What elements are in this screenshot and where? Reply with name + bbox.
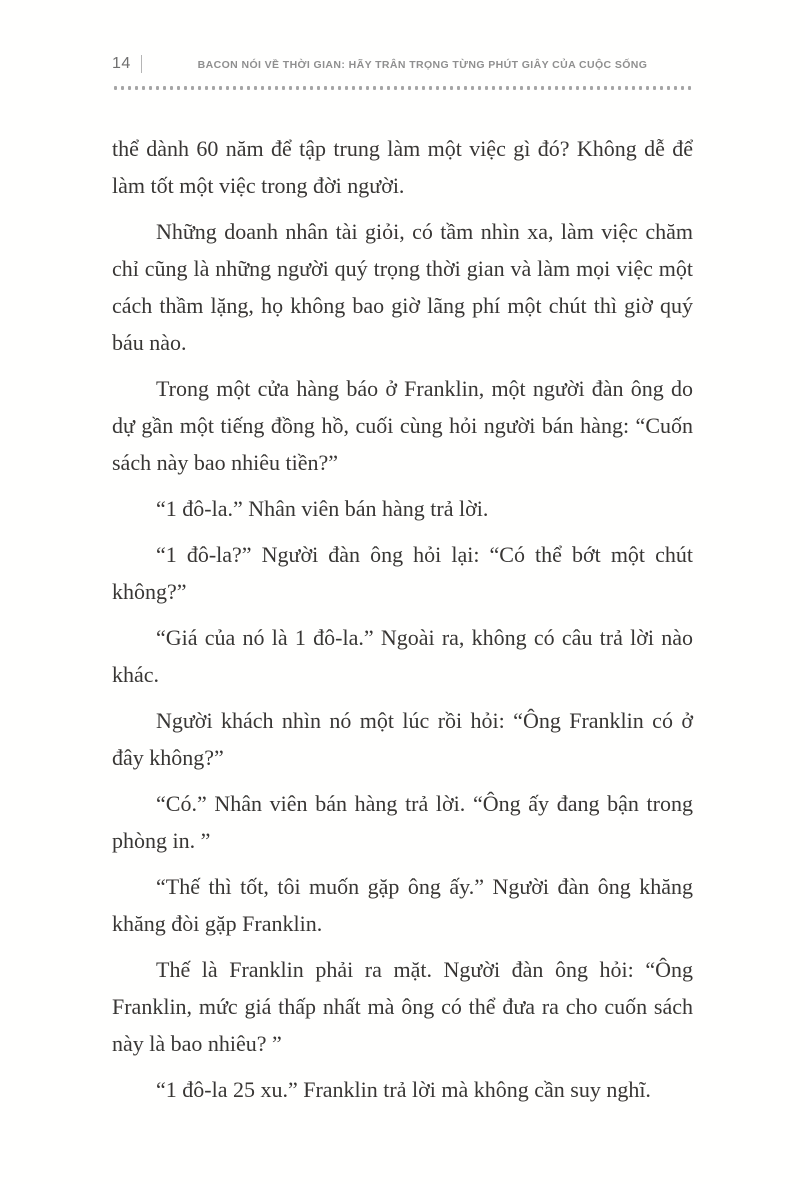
- body-text: [112, 130, 693, 1108]
- running-header: [112, 52, 693, 78]
- paragraph: “Có.” Nhân viên bán hàng trả lời. “Ông ấy đang bận trong phòng in. ”: [112, 791, 693, 853]
- paragraph: “1 đô-la?” Người đàn ông hỏi lại: “Có thể bớt một chút không?”: [112, 542, 693, 604]
- paragraph: thể dành 60 năm để tập trung làm một việc gì đó? Không dễ để làm tốt một việc trong đời người.: [112, 136, 693, 198]
- page-number: 14: [112, 55, 142, 73]
- page-content: [112, 52, 693, 1117]
- paragraph: “Thế thì tốt, tôi muốn gặp ông ấy.” Người đàn ông khăng khăng đòi gặp Franklin.: [112, 874, 693, 936]
- paragraph: Thế là Franklin phải ra mặt. Người đàn ông hỏi: “Ông Franklin, mức giá thấp nhất mà ông có thể đưa ra cho cuốn sách này là bao nhiêu? ”: [112, 957, 693, 1056]
- running-header-title: BACON NÓI VỀ THỜI GIAN: HÃY TRÂN TRỌNG TỪNG PHÚT GIÂY CỦA CUỘC SỐNG: [197, 59, 648, 71]
- paragraph: Trong một cửa hàng báo ở Franklin, một người đàn ông do dự gần một tiếng đồng hồ, cuối cùng hỏi người bán hàng: “Cuốn sách này bao nhiêu tiền?”: [112, 376, 693, 475]
- paragraph: “Giá của nó là 1 đô-la.” Ngoài ra, không có câu trả lời nào khác.: [112, 625, 693, 687]
- paragraph: Người khách nhìn nó một lúc rồi hỏi: “Ông Franklin có ở đây không?”: [112, 708, 693, 770]
- paragraph: Những doanh nhân tài giỏi, có tầm nhìn xa, làm việc chăm chỉ cũng là những người quý trọng thời gian và làm mọi việc một cách thầm lặng, họ không bao giờ lãng phí một chút thì giờ quý báu nào.: [112, 219, 693, 355]
- decorative-divider: [112, 84, 693, 92]
- paragraph: “1 đô-la 25 xu.” Franklin trả lời mà không cần suy nghĩ.: [156, 1077, 651, 1102]
- paragraph: “1 đô-la.” Nhân viên bán hàng trả lời.: [156, 496, 489, 521]
